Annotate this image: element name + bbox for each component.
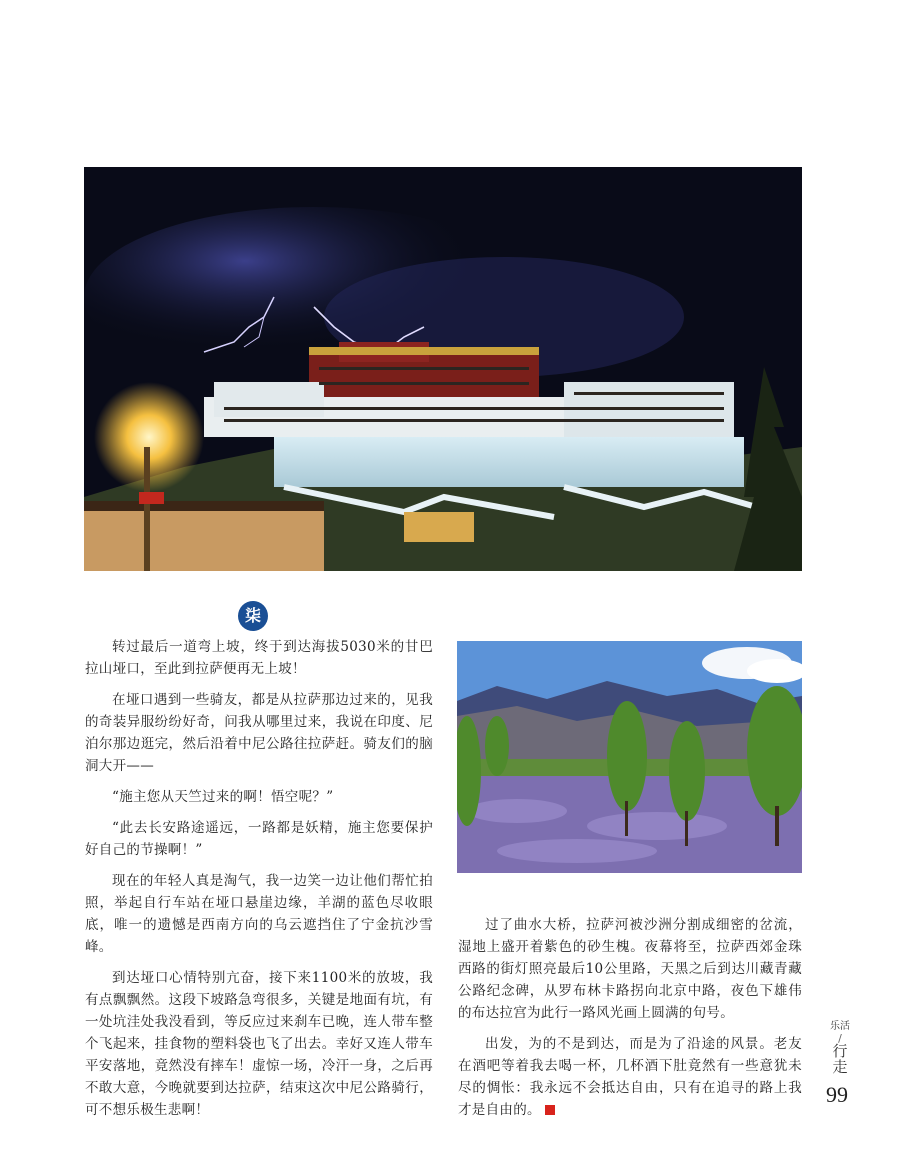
chapter-marker-badge: 柒	[238, 601, 268, 631]
lhasa-valley-flowers-photo	[457, 641, 802, 873]
section-tag	[829, 1022, 851, 1076]
end-of-article-mark	[545, 1105, 555, 1115]
section-tag-small: 乐活	[830, 1021, 850, 1032]
paragraph: “此去长安路途遥远，一路都是妖精，施主您要保护好自己的节操啊！”	[85, 820, 433, 858]
paragraph-text: 出发，为的不是到达，而是为了沿途的风景。老友在酒吧等着我去喝一杯，几杯酒下肚竟然有一些意犹未尽的惆怅：我永远不会抵达自由，只有在追寻的路上我才是自由的。	[458, 1036, 802, 1118]
paragraph: “施主您从天竺过来的啊！悟空呢？”	[112, 789, 334, 805]
paragraph: 转过最后一道弯上坡，终于到达海拔5030米的甘巴拉山垭口，至此到拉萨便再无上坡！	[85, 639, 433, 677]
section-tag-divider: /	[838, 1031, 842, 1045]
paragraph: 现在的年轻人真是淘气，我一边笑一边让他们帮忙拍照，举起自行车站在垭口悬崖边缘，羊湖的蓝色尽收眼底，唯一的遗憾是西南方向的乌云遮挡住了宁金抗沙雪峰。	[85, 873, 433, 955]
paragraph: 在垭口遇到一些骑友，都是从拉萨那边过来的，见我的奇装异服纷纷好奇，问我从哪里过来，我说在印度、尼泊尔那边逛完，然后沿着中尼公路往拉萨赶。骑友们的脑洞大开——	[85, 692, 433, 774]
paragraph	[458, 1033, 802, 1121]
paragraph: 过了曲水大桥，拉萨河被沙洲分割成细密的岔流，湿地上盛开着紫色的砂生槐。夜幕将至，拉萨西郊金珠西路的街灯照亮最后10公里路，天黑之后到达川藏青藏公路纪念碑，从罗布林卡路拐向北京中路，夜色下雄伟的布达拉宫为此行一路风光画上圆满的句号。	[458, 917, 802, 1021]
left-text-column	[85, 636, 433, 1130]
paragraph: 到达垭口心情特别亢奋，接下来1100米的放坡，我有点飘飘然。这段下坡路急弯很多，关键是地面有坑，有一处坑洼处我没看到，等反应过来刹车已晚，连人带车整个飞起来，挂食物的塑料袋也飞了出去。幸好又连人带车平安落地，竟然没有摔车！虚惊一场，冷汗一身，之后再不敢大意，今晚就要到达拉萨，结束这次中尼公路骑行，可不想乐极生悲啊！	[85, 970, 433, 1118]
potala-palace-night-photo	[84, 167, 802, 571]
right-text-column	[458, 914, 802, 1130]
section-tag-main: 行走	[832, 1042, 848, 1076]
page-number: 99	[826, 1082, 848, 1107]
